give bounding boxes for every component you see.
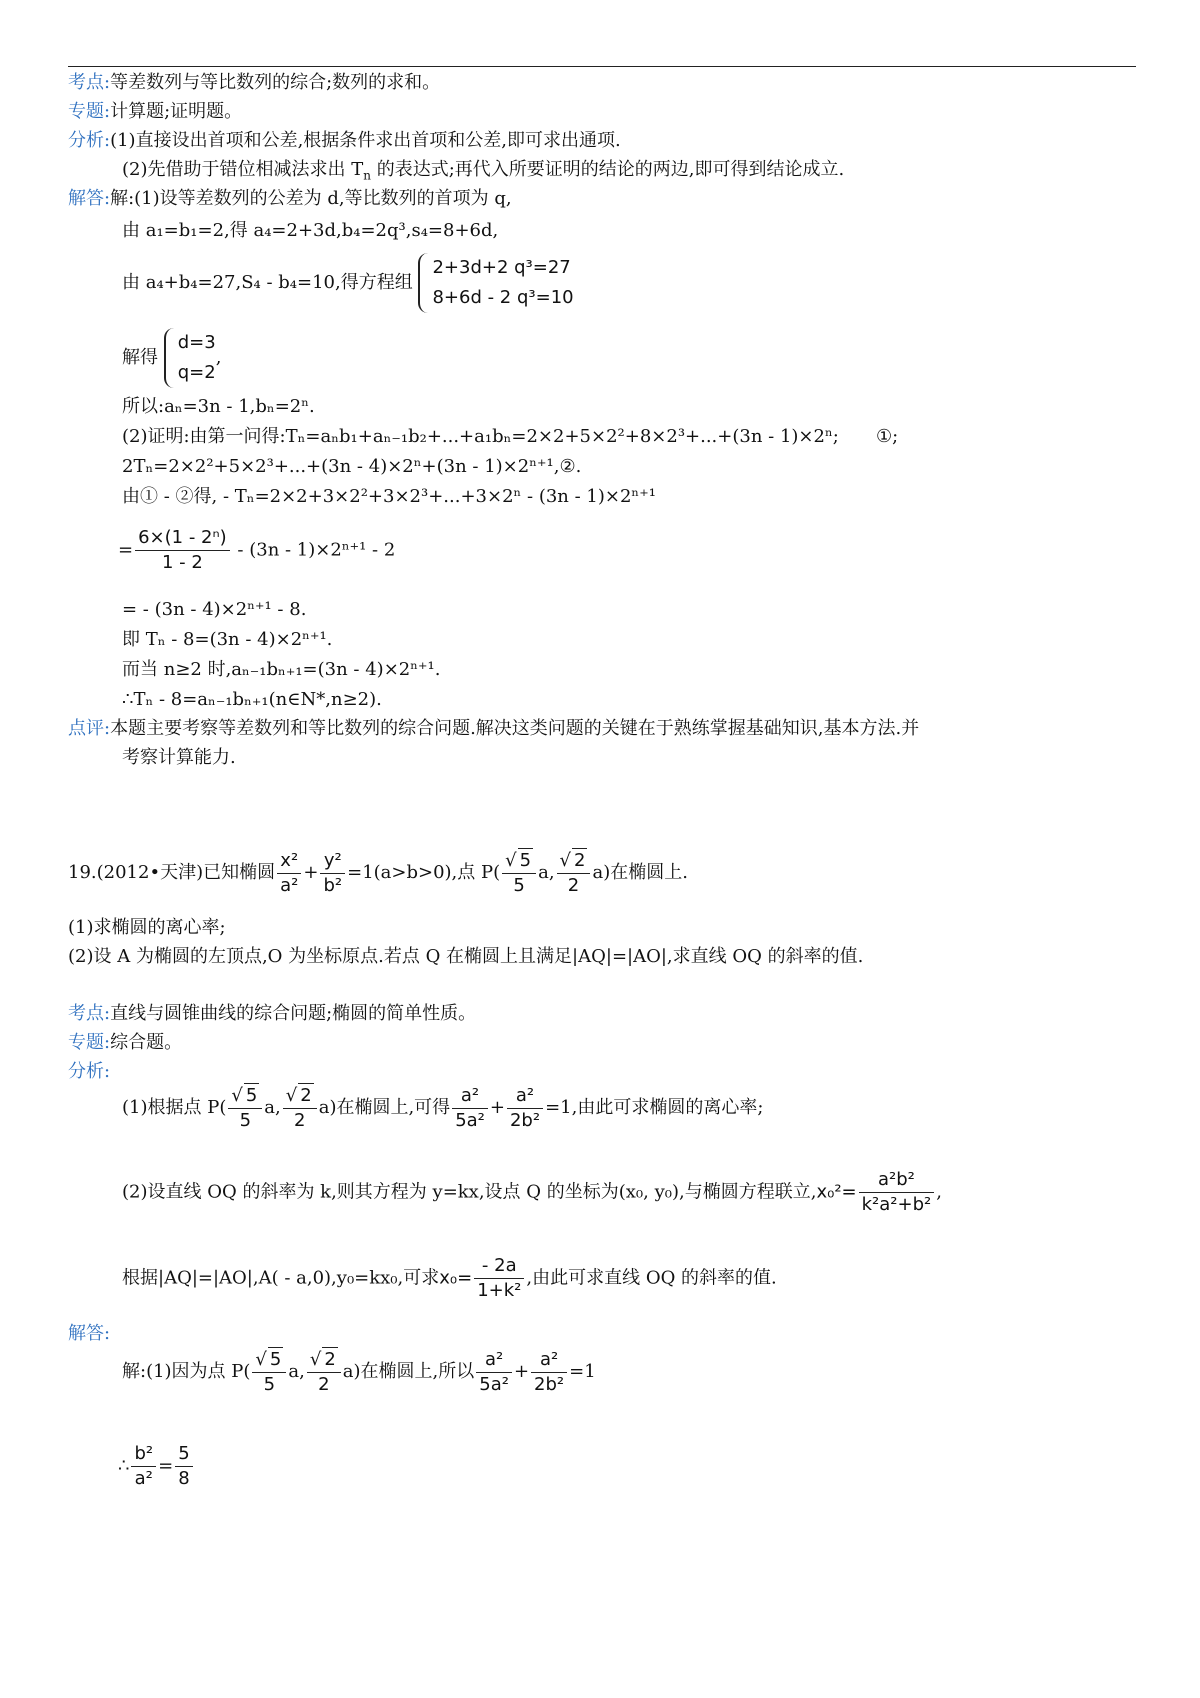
fenxi-sub: n [363,168,371,183]
q19-head-b: =1(a>b>0),点 P( [347,862,501,883]
q19-head-c: )在椭圆上. [603,862,688,883]
comma: , [215,347,222,368]
zhuanti-text: 综合题。 [110,1032,183,1053]
solution-step-7: 2Tₙ=2×2²+5×2³+...+(3n - 4)×2ⁿ+(3n - 1)×2ⁿ⁺¹,②. [122,456,582,477]
fraction: $\frac{\text{a²}}{\text{5a²}}$ [476,1348,512,1397]
zhuanti-line-2 [68,1030,182,1056]
solution-step-3 [122,253,574,313]
system-row: d=3 [177,332,216,353]
solution-19-line-1: 解:(1)因为点 P( $\frac{√ 5}{5}$ a, $\frac{√ 2}{2}$ a)在椭圆上,所以 $\frac{\text{a²}}{\text{5a²}}$ + $\frac{\text{a²}}{\text{2b²}}$ =1 [122,1348,596,1395]
fenxi-label: 分析: [68,130,111,151]
fraction: $\frac{5}{8}$ [175,1442,192,1491]
kaodian-label: 考点: [68,72,111,93]
fraction: $\frac{√ 2}{2}$ [283,1083,317,1133]
fraction: $\frac{\text{a²}}{\text{2b²}}$ [507,1084,543,1133]
kaodian-text: 等差数列与等比数列的综合;数列的求和。 [110,72,441,93]
step4-text: 解得 [122,347,158,368]
kaodian-label: 考点: [68,1003,111,1024]
step9-tail: - (3n - 1)×2ⁿ⁺¹ - 2 [231,539,396,561]
solution-19-line-2: ∴ $\frac{\text{b²}}{\text{a²}}$ = $\frac{5}{8}$ [118,1442,195,1491]
fenxi-text-1: (1)直接设出首项和公差,根据条件求出首项和公差,即可求出通项. [110,130,621,151]
fraction: $\frac{\text{b²}}{\text{a²}}$ [131,1442,156,1491]
analysis-line-2: (2)设直线 OQ 的斜率为 k,则其方程为 y=kx,设点 Q 的坐标为(x₀, y₀),与椭圆方程联立,x₀²= $\frac{\text{a²b²}}{\text{k²a²+b²}}$ , [122,1169,942,1215]
fenxi-text-2a: (2)先借助于错位相减法求出 T [122,159,364,180]
solution-step-8: 由① - ②得, - Tₙ=2×2+3×2²+3×2³+...+3×2ⁿ - (3n - 1)×2ⁿ⁺¹ [122,486,656,507]
dianping-text-1: 本题主要考察等差数列和等比数列的综合问题.解决这类问题的关键在于熟练掌握基础知识,基本方法.并 [110,718,920,739]
equation-system-1 [418,253,573,313]
zhuanti-label: 专题: [68,1032,111,1053]
solution-step-13: ∴Tₙ - 8=aₙ₋₁bₙ₊₁(n∈N*,n≥2). [122,689,382,710]
kaodian-text: 直线与圆锥曲线的综合问题;椭圆的简单性质。 [110,1003,477,1024]
solution-step-5: 所以:aₙ=3n - 1,bₙ=2ⁿ. [122,396,315,417]
solution-step-4 [122,328,221,388]
fraction: $\frac{\text{a²}}{\text{2b²}}$ [531,1348,567,1397]
fraction: $\frac{- 2a}{\text{1+k²}}$ [474,1254,524,1303]
jieda-label: 解答: [68,188,111,209]
fraction: $\frac{√ 5}{5}$ [228,1083,262,1133]
question-19-part-2: (2)设 A 为椭圆的左顶点,O 为坐标原点.若点 Q 在椭圆上且满足|AQ|=|AO|,求直线 OQ 的斜率的值. [68,946,864,967]
fraction: $\frac{√ 2}{2}$ [307,1347,341,1397]
fenxi-text-2b: 的表达式;再代入所要证明的结论的两边,即可得到结论成立. [370,159,845,180]
system-row: 8+6d - 2 q³=10 [432,287,574,308]
analysis-line-1: (1)根据点 P( $\frac{√ 5}{5}$ a, $\frac{√ 2}{2}$ a)在椭圆上,可得 $\frac{\text{a²}}{\text{5a²}}$ + $\frac{\text{a²}}{\text{2b²}}$ =1,由此可求椭圆的离心率; [122,1084,764,1131]
fenxi-line-2 [122,157,844,183]
fraction: $\frac{√ 5}{5}$ [502,848,536,898]
step6-text: (2)证明:由第一问得:Tₙ=aₙb₁+aₙ₋₁b₂+...+a₁bₙ=2×2+5×2²+8×2³+...+(3n - 1)×2ⁿ; [122,426,839,447]
kaodian-line-2 [68,1001,476,1027]
solution-step-9: = $\frac{\text{6×(1 - 2ⁿ)}}{1 - 2}$ - (3n - 1)×2ⁿ⁺¹ - 2 [118,527,396,573]
left-brace [418,253,430,313]
analysis-line-3: 根据|AQ|=|AO|,A( - a,0),y₀=kx₀,可求x₀= $\frac{- 2a}{\text{1+k²}}$ ,由此可求直线 OQ 的斜率的值. [122,1255,777,1301]
q19-head-a: 19.(2012•天津)已知椭圆 [68,862,276,883]
zhuanti-line-1 [68,99,242,125]
dianping-label: 点评: [68,718,111,739]
solution-step-11: 即 Tₙ - 8=(3n - 4)×2ⁿ⁺¹. [122,629,333,650]
equation-system-2 [164,328,216,388]
zhuanti-text: 计算题;证明题。 [110,101,243,122]
fraction: $\frac{\text{a²b²}}{\text{k²a²+b²}}$ [859,1168,935,1217]
left-brace [164,328,176,388]
fraction: $\frac{\text{a²}}{\text{5a²}}$ [452,1084,488,1133]
dianping-line-2: 考察计算能力. [122,747,236,768]
fraction: $\frac{\text{y²}}{\text{b²}}$ [320,849,345,898]
question-19-part-1: (1)求椭圆的离心率; [68,917,226,938]
top-rule [68,66,1136,67]
question-19-header: 19.(2012•天津)已知椭圆 $\frac{\text{x²}}{\text{a²}}$ + $\frac{\text{y²}}{\text{b²}}$ =1(a>b>0),点 P( $\frac{√ 5}{5}$ a, $\frac{√ 2}{2}$ a)在椭圆上. [68,849,688,896]
solution-step-10: = - (3n - 4)×2ⁿ⁺¹ - 8. [122,599,307,620]
step3-text: 由 a₄+b₄=27,S₄ - b₄=10,得方程组 [122,272,413,293]
fraction: $\frac{√ 2}{2}$ [557,848,591,898]
fraction: $\frac{\text{6×(1 - 2ⁿ)}}{1 - 2}$ [135,526,230,575]
system-row: 2+3d+2 q³=27 [432,257,571,278]
zhuanti-label: 专题: [68,101,111,122]
solution-step-2: 由 a₁=b₁=2,得 a₄=2+3d,b₄=2q³,s₄=8+6d, [122,220,499,241]
dianping-line-1 [68,716,919,742]
jieda-line-1 [68,186,512,212]
solution-step-6 [122,424,839,450]
solution-step-1: 解:(1)设等差数列的公差为 d,等比数列的首项为 q, [110,188,512,209]
system-row: q=2 [177,362,216,383]
jieda-label-2: 解答: [68,1323,111,1344]
fenxi-line-1 [68,128,621,154]
fraction: $\frac{√ 5}{5}$ [252,1347,286,1397]
kaodian-line-1 [68,70,440,96]
equation-mark-1: ①; [876,426,899,447]
fraction: $\frac{\text{x²}}{\text{a²}}$ [277,849,301,898]
fenxi-label-2: 分析: [68,1061,111,1082]
solution-step-12: 而当 n≥2 时,aₙ₋₁bₙ₊₁=(3n - 4)×2ⁿ⁺¹. [122,659,441,680]
